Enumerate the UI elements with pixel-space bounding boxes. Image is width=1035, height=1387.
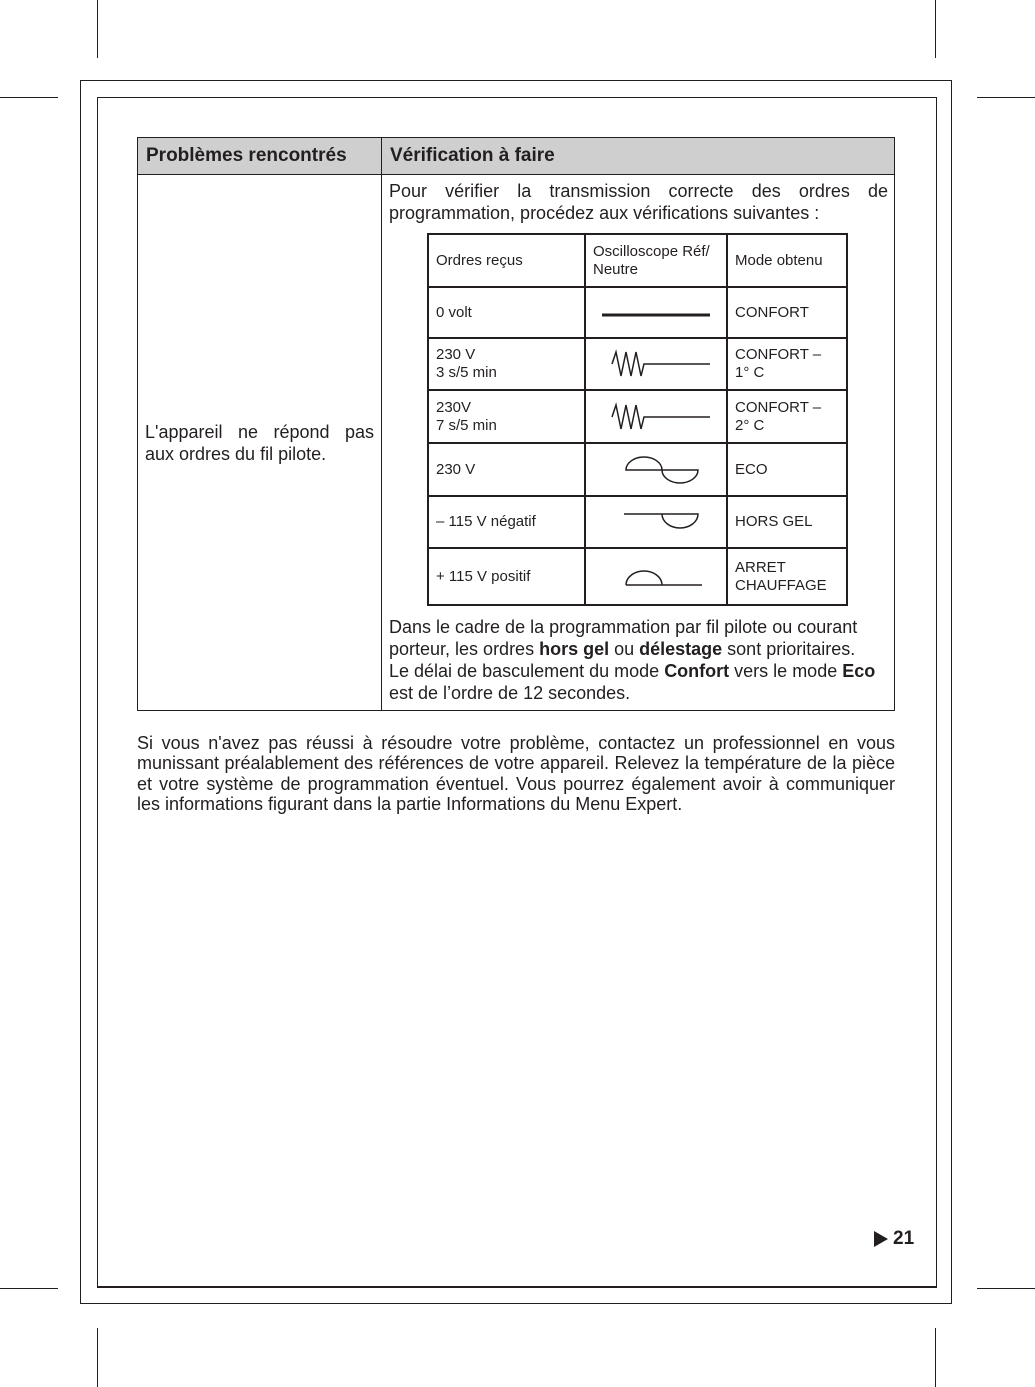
- crop-mark: [935, 0, 936, 58]
- table-row: [138, 175, 895, 711]
- priority-note: Dans le cadre de la programmation par fil pilote ou courant porteur, les ordres hors gel ou délestage sont prioritaires. Le délai de basculement du mode Confort vers le mode Eco est de l’ordre de 12 secondes.: [389, 617, 876, 703]
- crop-mark: [977, 97, 1035, 98]
- pulse-waveform-icon: [585, 390, 727, 443]
- mode-obtained: CONFORT – 1° C: [727, 338, 847, 390]
- crop-mark: [97, 1328, 98, 1387]
- crop-mark: [0, 97, 58, 98]
- header-problems: Problèmes rencontrés: [138, 138, 382, 175]
- order-received: 0 volt: [428, 287, 585, 338]
- signal-row: [428, 548, 847, 605]
- header-checks: Vérification à faire: [382, 138, 895, 175]
- signal-row: [428, 496, 847, 548]
- table-header-row: [138, 138, 895, 175]
- signal-row: [428, 287, 847, 338]
- crop-mark: [977, 1288, 1035, 1289]
- mode-obtained: HORS GEL: [727, 496, 847, 548]
- sine-waveform-icon: [585, 443, 727, 496]
- signal-row: [428, 443, 847, 496]
- mode-obtained: ARRET CHAUFFAGE: [727, 548, 847, 605]
- signal-header: Mode obtenu: [727, 234, 847, 287]
- page-number-label: 21: [893, 1228, 915, 1249]
- signal-header-row: [428, 234, 847, 287]
- order-received: + 115 V positif: [428, 548, 585, 605]
- order-received: 230V 7 s/5 min: [428, 390, 585, 443]
- contact-professional-text: Si vous n'avez pas réussi à résoudre votre problème, contactez un professionnel en vous munissant préalablement des références de votre appareil. Relevez la température de la pièce et votre système de programmation éventuel. Vous pourrez également avoir à communiquer les informations figurant dans la partie Informations du Menu Expert.: [137, 733, 895, 814]
- signal-table: [427, 233, 848, 606]
- signal-header: Ordres reçus: [428, 234, 585, 287]
- signal-row: [428, 390, 847, 443]
- negative-half-wave-icon: [585, 496, 727, 548]
- crop-mark: [97, 0, 98, 58]
- order-received: 230 V 3 s/5 min: [428, 338, 585, 390]
- mode-obtained: CONFORT – 2° C: [727, 390, 847, 443]
- flat-line-waveform-icon: [585, 287, 727, 338]
- signal-header: Oscilloscope Réf/ Neutre: [585, 234, 727, 287]
- crop-mark: [935, 1328, 936, 1387]
- check-cell: [382, 175, 895, 711]
- mode-obtained: ECO: [727, 443, 847, 496]
- troubleshooting-table: [137, 137, 895, 711]
- order-received: 230 V: [428, 443, 585, 496]
- mode-obtained: CONFORT: [727, 287, 847, 338]
- check-intro: Pour vérifier la transmission correcte des ordres de programmation, procédez aux vérifications suivantes :: [389, 181, 888, 223]
- order-received: – 115 V négatif: [428, 496, 585, 548]
- problem-description: L'appareil ne répond pas aux ordres du fil pilote.: [138, 175, 382, 711]
- positive-half-wave-icon: [585, 548, 727, 605]
- page-number: [874, 1228, 914, 1250]
- arrow-right-icon: [874, 1231, 888, 1247]
- pulse-waveform-icon: [585, 338, 727, 390]
- crop-mark: [0, 1288, 58, 1289]
- signal-row: [428, 338, 847, 390]
